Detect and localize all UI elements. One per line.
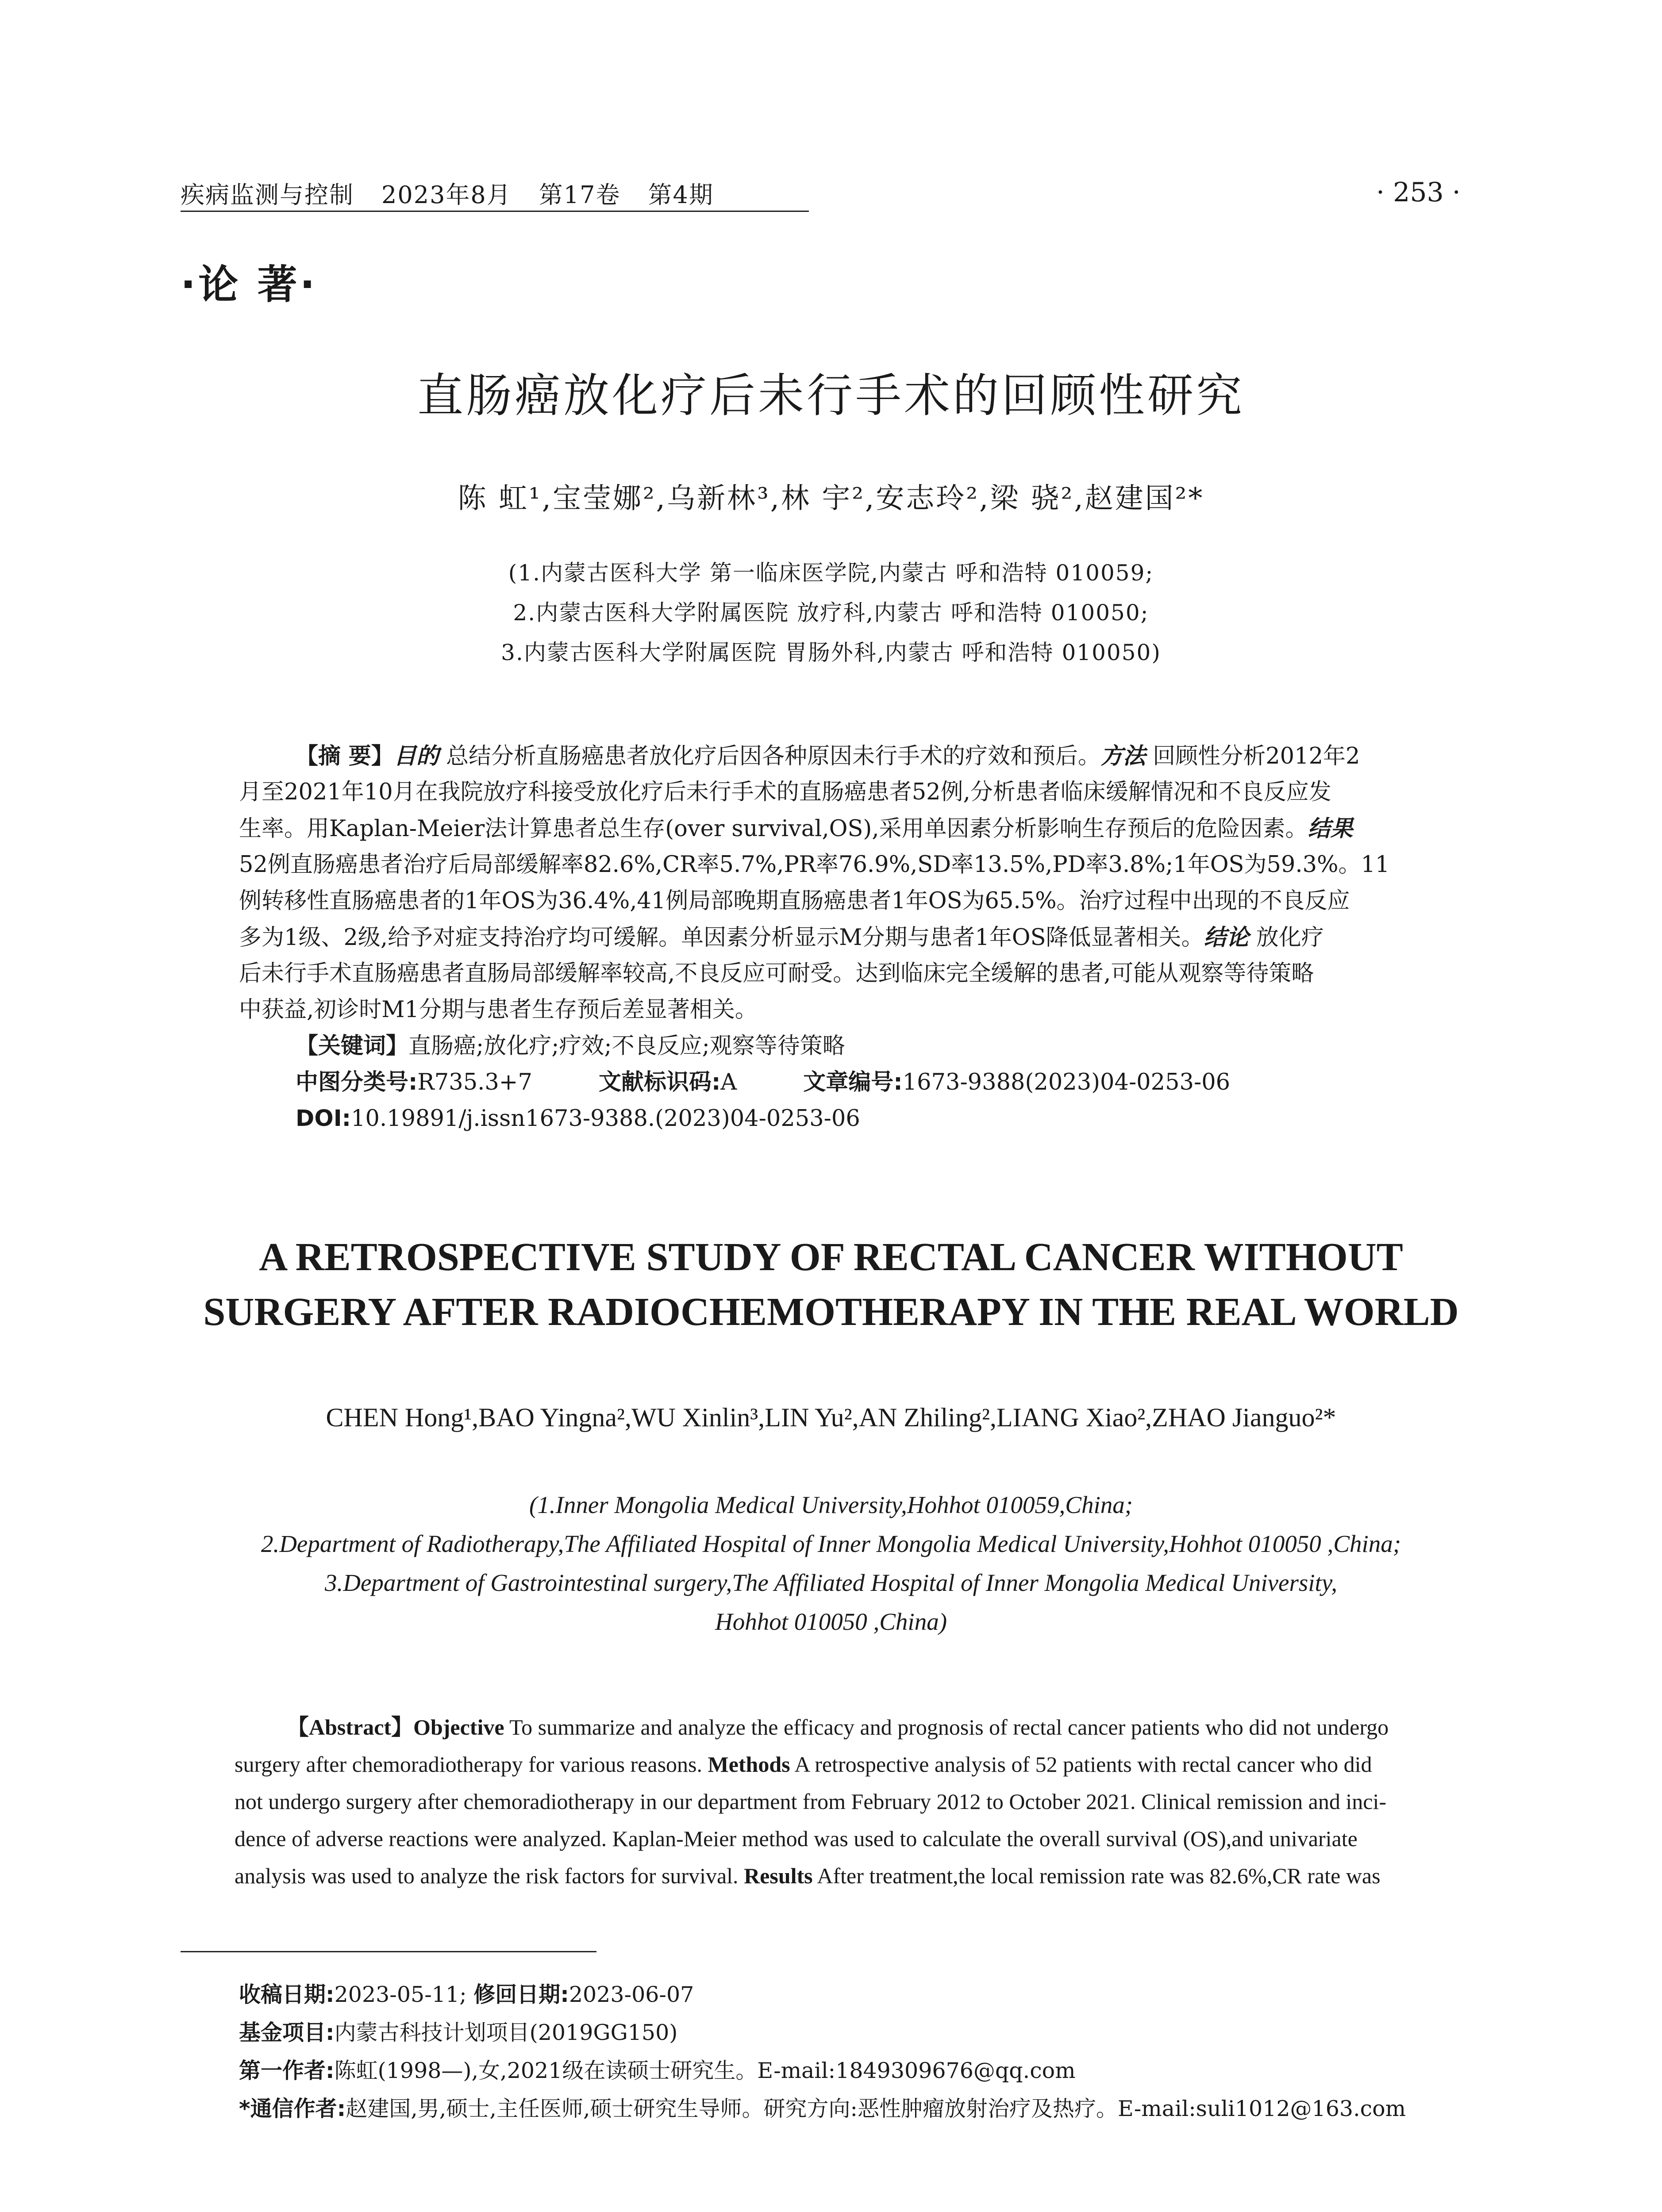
english-affiliation: 3.Department of Gastrointestinal surgery,The Affiliated Hospital of Inner Mongolia Medical University, xyxy=(325,1569,1337,1596)
objective-label-en: Objective xyxy=(413,1715,504,1740)
running-header xyxy=(181,176,809,210)
keywords-label: 【关键词】 xyxy=(296,1033,409,1059)
abstract-label: 【摘 要】 xyxy=(296,743,394,769)
issue: 第4期 xyxy=(648,181,714,209)
abstract-label-en: 【Abstract】 xyxy=(287,1715,414,1740)
chinese-affiliation: (1.内蒙古医科大学 第一临床医学院,内蒙古 呼和浩特 010059; xyxy=(508,560,1154,586)
english-affiliation: 2.Department of Radiotherapy,The Affiliated Hospital of Inner Mongolia Medical University,Hohhot 010050 ,China; xyxy=(261,1530,1401,1557)
english-abstract-line: 【Abstract】Objective To summarize and analyze the efficacy and prognosis of rectal cancer patients who did not undergo xyxy=(287,1715,1389,1740)
chinese-affiliation: 2.内蒙古医科大学附属医院 放疗科,内蒙古 呼和浩特 010050; xyxy=(513,600,1149,626)
english-title xyxy=(0,1230,1662,1340)
classification-row xyxy=(296,1064,1490,1101)
section-label: ·论 著· xyxy=(181,261,318,308)
footnote-corresponding-author: *通信作者:赵建国,男,硕士,主任医师,硕士研究生导师。研究方向:恶性肿瘤放射治疗及热疗。E-mail:suli1012@163.com xyxy=(239,2096,1406,2121)
received-date: 2023-05-11; xyxy=(334,1982,467,2007)
footnote-fund: 基金项目:内蒙古科技计划项目(2019GG150) xyxy=(239,2020,678,2045)
english-affiliation: Hohhot 010050 ,China) xyxy=(715,1608,947,1635)
article-number: 文章编号:1673-9388(2023)04-0253-06 xyxy=(803,1069,1231,1095)
objective-label: 目的 xyxy=(393,743,439,769)
issue-date: 2023年8月 xyxy=(381,181,512,209)
doi-link[interactable]: 10.19891/j.issn1673-9388.(2023)04-0253-06 xyxy=(351,1106,860,1132)
chinese-abstract-line: 生率。用Kaplan-Meier法计算患者总生存(over survival,OS),采用单因素分析影响生存预后的危险因素。结果 xyxy=(239,815,1353,842)
clc-code: 中图分类号:R735.3+7 xyxy=(296,1069,532,1095)
chinese-affiliation: 3.内蒙古医科大学附属医院 胃肠外科,内蒙古 呼和浩特 010050) xyxy=(501,640,1161,665)
english-affiliation: (1.Inner Mongolia Medical University,Hohhot 010059,China; xyxy=(529,1491,1133,1518)
journal-name: 疾病监测与控制 xyxy=(181,181,354,209)
chinese-abstract-line: 中获益,初诊时M1分期与患者生存预后差显著相关。 xyxy=(239,997,758,1023)
keywords: 直肠癌;放化疗;疗效;不良反应;观察等待策略 xyxy=(408,1033,845,1059)
page-number: · 253 · xyxy=(1376,177,1461,208)
chinese-abstract-line: 多为1级、2级,给予对症支持治疗均可缓解。单因素分析显示M分期与患者1年OS降低显著相关。结论 放化疗 xyxy=(239,924,1324,951)
document-code: 文献标识码:A xyxy=(599,1069,737,1095)
chinese-keywords xyxy=(296,1028,1490,1064)
results-label: 结果 xyxy=(1308,815,1353,842)
chinese-abstract-line: 【摘 要】目的 总结分析直肠癌患者放化疗后因各种原因未行手术的疗效和预后。方法 回顾性分析2012年2 xyxy=(296,743,1360,769)
chinese-abstract-line: 后未行手术直肠癌患者直肠局部缓解率较高,不良反应可耐受。达到临床完全缓解的患者,可能从观察等待策略 xyxy=(239,960,1314,987)
english-abstract-line: surgery after chemoradiotherapy for various reasons. Methods A retrospective analysis of 52 patients with rectal cancer who did xyxy=(235,1752,1372,1777)
methods-label-en: Methods xyxy=(708,1752,790,1777)
footnote-first-author: 第一作者:陈虹(1998—),女,2021级在读硕士研究生。E-mail:1849309676@qq.com xyxy=(239,2058,1076,2083)
doi: DOI:10.19891/j.issn1673-9388.(2023)04-0253-06 xyxy=(296,1106,860,1132)
english-title-line: A RETROSPECTIVE STUDY OF RECTAL CANCER WITHOUT xyxy=(259,1235,1403,1279)
revised-date: 2023-06-07 xyxy=(569,1982,694,2007)
english-abstract-line: not undergo surgery after chemoradiotherapy in our department from February 2012 to October 2021. Clinical remission and inci- xyxy=(235,1789,1387,1814)
chinese-abstract-line: 52例直肠癌患者治疗后局部缓解率82.6%,CR率5.7%,PR率76.9%,SD率13.5%,PD率3.8%;1年OS为59.3%。11 xyxy=(239,852,1390,878)
footnote-dates: 收稿日期:2023-05-11; 修回日期:2023-06-07 xyxy=(239,1982,694,2007)
english-authors: CHEN Hong¹,BAO Yingna²,WU Xinlin³,LIN Yu²,AN Zhiling²,LIANG Xiao²,ZHAO Jianguo²* xyxy=(326,1403,1336,1432)
methods-label: 方法 xyxy=(1100,743,1146,769)
footnote-rule xyxy=(181,1951,596,1952)
volume: 第17卷 xyxy=(539,181,621,209)
english-abstract-line: analysis was used to analyze the risk factors for survival. Results After treatment,the local remission rate was 82.6%,CR rate was xyxy=(235,1863,1381,1888)
header-rule xyxy=(181,211,809,212)
conclusion-label: 结论 xyxy=(1204,924,1249,951)
english-title-line: SURGERY AFTER RADIOCHEMOTHERAPY IN THE REAL WORLD xyxy=(203,1290,1459,1334)
chinese-title: 直肠癌放化疗后未行手术的回顾性研究 xyxy=(417,369,1245,422)
chinese-abstract-line: 例转移性直肠癌患者的1年OS为36.4%,41例局部晚期直肠癌患者1年OS为65.5%。治疗过程中出现的不良反应 xyxy=(239,888,1350,914)
chinese-abstract-line: 月至2021年10月在我院放疗科接受放化疗后未行手术的直肠癌患者52例,分析患者临床缓解情况和不良反应发 xyxy=(239,779,1331,805)
results-label-en: Results xyxy=(744,1863,813,1888)
chinese-authors: 陈 虹¹,宝莹娜²,乌新林³,林 宇²,安志玲²,梁 骁²,赵建国²* xyxy=(458,482,1204,515)
english-abstract-line: dence of adverse reactions were analyzed. Kaplan-Meier method was used to calculate the overall survival (OS),and univariate xyxy=(235,1826,1358,1851)
